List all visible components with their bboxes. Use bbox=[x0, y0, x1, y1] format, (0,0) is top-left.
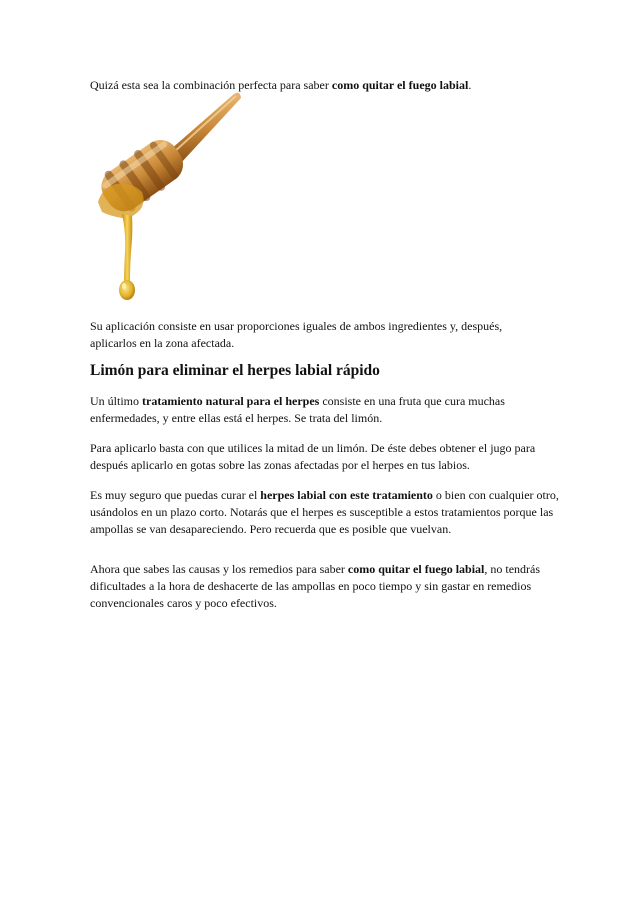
paragraph-cure bbox=[90, 487, 560, 539]
paragraph-conclusion bbox=[90, 561, 560, 613]
section-heading: Limón para eliminar el herpes labial rápido bbox=[90, 362, 380, 379]
honey-dipper-image bbox=[92, 92, 242, 304]
p1-text: Un último bbox=[90, 394, 143, 408]
paragraph-apply: Para aplicarlo basta con que utilices la mitad de un limón. De éste debes obtener el jugo para después aplicarlo en gotas sobre las zonas afectadas por el herpes en tus labios. bbox=[90, 441, 536, 473]
p1-end-text: consiste en una fruta que cura muchas enfermedades, y entre ellas está el herpes. Se trata del limón. bbox=[90, 394, 505, 426]
p4-bold-text: como quitar el fuego labial bbox=[347, 562, 485, 576]
paragraph-treatment bbox=[90, 393, 560, 427]
intro-bold-text: como quitar el fuego labial bbox=[331, 78, 469, 92]
p1-bold-text: tratamiento natural para el herpes bbox=[142, 394, 320, 408]
application-paragraph: Su aplicación consiste en usar proporciones iguales de ambos ingredientes y, después, aplicarlos en la zona afectada. bbox=[90, 319, 503, 351]
intro-end-text: . bbox=[468, 78, 472, 92]
p3-text: Es muy seguro que puedas curar el bbox=[90, 488, 261, 502]
p3-bold-text: herpes labial con este tratamiento bbox=[260, 488, 433, 502]
p3-end-text: o bien con cualquier otro, usándolos en un plazo corto. Notarás que el herpes es susceptible a estos tratamientos porque las ampollas se van desapareciendo. Pero recuerda que es posible que vuelvan. bbox=[90, 488, 559, 537]
p4-text: Ahora que sabes las causas y los remedios para saber bbox=[90, 562, 348, 576]
p4-end-text: , no tendrás dificultades a la hora de deshacerte de las ampollas en poco tiempo y sin gastar en remedios convencionales caros y poco efectivos. bbox=[90, 562, 541, 611]
intro-text: Quizá esta sea la combinación perfecta para saber bbox=[90, 78, 332, 92]
